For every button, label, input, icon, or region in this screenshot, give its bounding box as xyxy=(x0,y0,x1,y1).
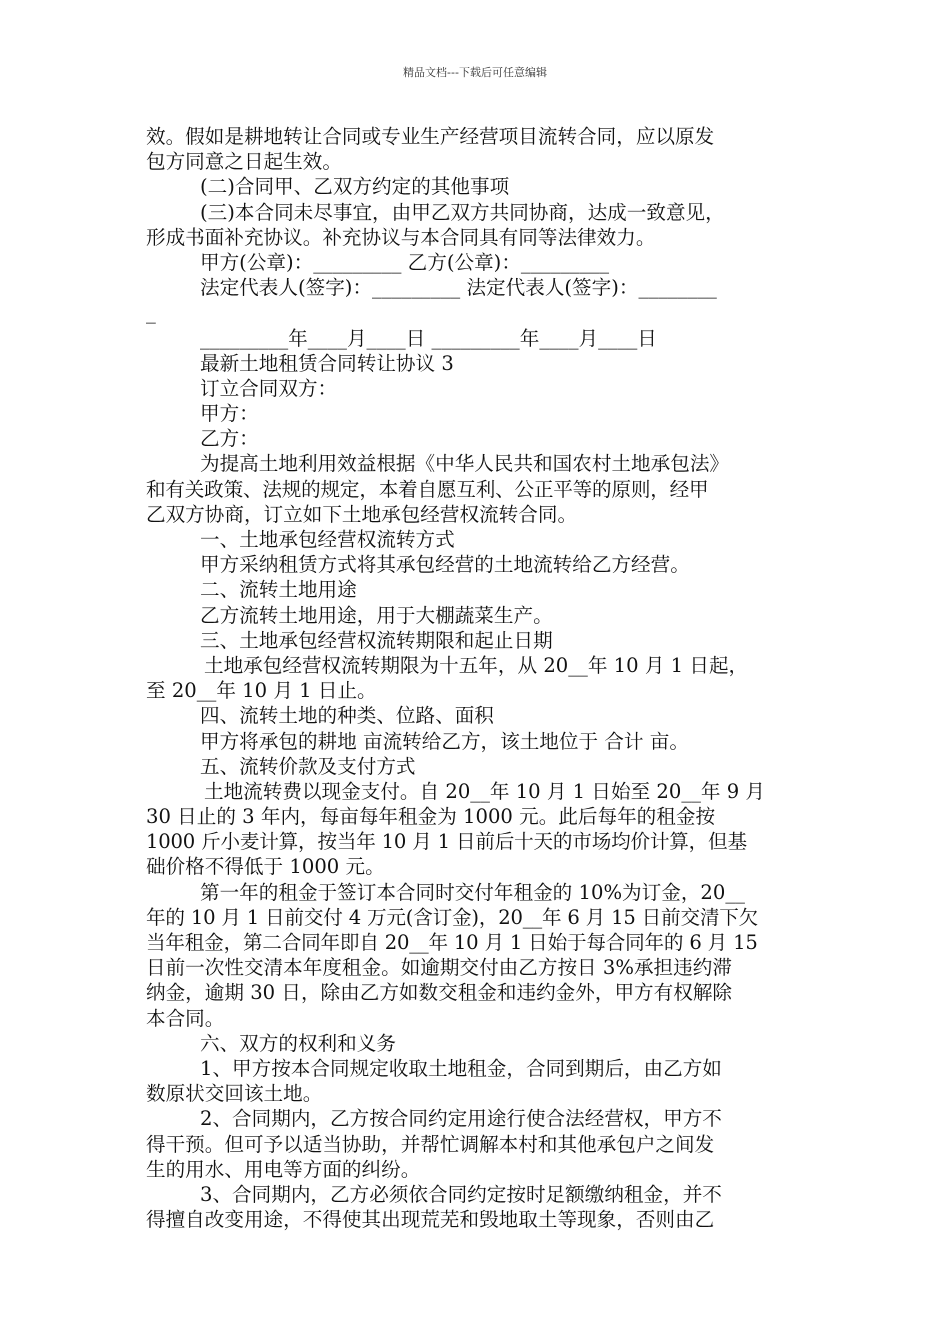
contract-body xyxy=(146,124,808,1232)
text-line: 为提高土地利用效益根据《中华人民共和国农村土地承包法》 xyxy=(200,452,730,476)
clause-heading: 三、土地承包经营权流转期限和起止日期 xyxy=(200,628,553,652)
section-title: 最新土地租赁合同转让协议 3 xyxy=(200,351,454,375)
signature-seal-line: 甲方(公章)：_________ 乙方(公章)：_________ xyxy=(200,250,610,274)
party-a-label: 甲方： xyxy=(200,402,259,426)
text-line: 和有关政策、法规的规定，本着自愿互利、公正平等的原则，经甲 xyxy=(146,477,709,501)
text-line: 形成书面补充协议。补充协议与本合同具有同等法律效力。 xyxy=(146,225,656,249)
text-line: 年的 10 月 1 日前交付 4 万元(含订金)，20__年 6 月 15 日前交清下欠 xyxy=(146,905,759,929)
text-line: 得干预。但可予以适当协助，并帮忙调解本村和其他承包户之间发 xyxy=(146,1132,715,1156)
text-line: 效。假如是耕地转让合同或专业生产经营项目流转合同，应以原发 xyxy=(146,125,715,148)
text-line: 本合同。 xyxy=(146,1006,225,1030)
page-header-note: 精品文档---下载后可任意编辑 xyxy=(403,66,547,79)
text-line: 3、合同期内，乙方必须依合同约定按时足额缴纳租金，并不 xyxy=(200,1182,722,1206)
text-line: 生的用水、用电等方面的纠纷。 xyxy=(146,1157,421,1181)
text-line: 乙双方协商，订立如下土地承包经营权流转合同。 xyxy=(146,502,578,526)
text-line: 土地承包经营权流转期限为十五年，从 20__年 10 月 1 日起， xyxy=(204,653,749,677)
text-line: 30 日止的 3 年内，每亩每年租金为 1000 元。此后每年的租金按 xyxy=(146,805,716,829)
text-line: 当年租金，第二合同年即自 20__年 10 月 1 日始于每合同年的 6 月 15 xyxy=(146,931,758,954)
signature-date-line: _________年____月____日 _________年____月____日 xyxy=(200,326,657,350)
text-line: 1000 斤小麦计算，按当年 10 月 1 日前后十天的市场均价计算，但基 xyxy=(146,830,747,854)
text-line: 2、合同期内，乙方按合同约定用途行使合法经营权，甲方不 xyxy=(200,1107,722,1131)
clause-heading: (二)合同甲、乙双方约定的其他事项 xyxy=(200,175,510,199)
signature-overflow-line: _ xyxy=(146,301,156,325)
text-line: 第一年的租金于签订本合同时交付年租金的 10%为订金，20__ xyxy=(200,880,745,904)
text-line: 包方同意之日起生效。 xyxy=(146,150,342,174)
clause-heading: 二、流转土地用途 xyxy=(200,578,357,602)
text-line: 甲方采纳租赁方式将其承包经营的土地流转给乙方经营。 xyxy=(200,553,690,577)
text-line: 得擅自改变用途，不得使其出现荒芜和毁地取土等现象，否则由乙 xyxy=(146,1208,715,1232)
text-line: 纳金，逾期 30 日，除由乙方如数交租金和违约金外，甲方有权解除 xyxy=(146,981,733,1005)
text-line: 订立合同双方： xyxy=(200,376,338,400)
text-line: 日前一次性交清本年度租金。如逾期交付由乙方按日 3%承担违约滞 xyxy=(146,956,732,980)
text-line: 至 20__年 10 月 1 日止。 xyxy=(146,679,377,703)
text-line: 乙方流转土地用途，用于大棚蔬菜生产。 xyxy=(200,603,553,627)
party-b-label: 乙方： xyxy=(200,427,259,451)
clause-heading: 五、流转价款及支付方式 xyxy=(200,754,416,778)
clause-heading: 六、双方的权利和义务 xyxy=(200,1031,396,1055)
signature-representative-line: 法定代表人(签字)：_________ 法定代表人(签字)：________ xyxy=(200,276,717,300)
text-line: (三)本合同未尽事宜，由甲乙双方共同协商，达成一致意见， xyxy=(200,200,725,224)
clause-heading: 一、土地承包经营权流转方式 xyxy=(200,528,455,551)
clause-heading: 四、流转土地的种类、位路、面积 xyxy=(200,704,494,728)
text-line: 数原状交回该土地。 xyxy=(146,1082,323,1106)
text-line: 甲方将承包的耕地 亩流转给乙方，该土地位于 合计 亩。 xyxy=(200,729,689,753)
text-line: 土地流转费以现金支付。自 20__年 10 月 1 日始至 20__年 9 月 xyxy=(204,779,766,803)
text-line: 础价格不得低于 1000 元。 xyxy=(146,855,385,879)
text-line: 1、甲方按本合同规定收取土地租金，合同到期后，由乙方如 xyxy=(200,1056,722,1080)
